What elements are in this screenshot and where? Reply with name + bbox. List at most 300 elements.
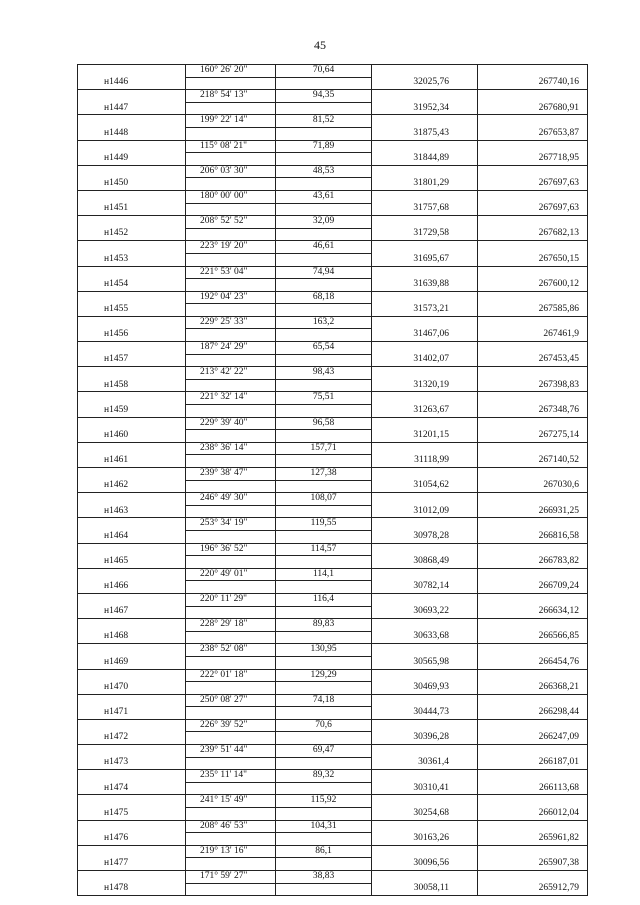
length-cell — [276, 253, 372, 266]
segment-row — [78, 871, 588, 884]
length-cell — [276, 354, 372, 367]
length-cell — [276, 808, 372, 821]
angle-cell — [186, 379, 276, 392]
angle-cell — [186, 455, 276, 468]
x-cell: 31801,29 — [372, 178, 478, 191]
y-cell: 267453,45 — [478, 354, 588, 367]
x-cell — [372, 316, 478, 329]
point-cell: н1471 — [78, 707, 186, 720]
angle-cell — [186, 883, 276, 896]
x-cell: 31201,15 — [372, 430, 478, 443]
length-cell: 96,58 — [276, 417, 372, 430]
x-cell: 31573,21 — [372, 304, 478, 317]
angle-cell: 220° 49' 01" — [186, 568, 276, 581]
y-cell — [478, 115, 588, 128]
angle-cell — [186, 858, 276, 871]
x-cell — [372, 442, 478, 455]
angle-cell: 250° 08' 27" — [186, 694, 276, 707]
page-number: 45 — [314, 38, 326, 52]
angle-cell: 246° 49' 30" — [186, 493, 276, 506]
segment-row — [78, 417, 588, 430]
angle-cell — [186, 833, 276, 846]
angle-cell — [186, 178, 276, 191]
angle-cell: 253° 34' 19" — [186, 518, 276, 531]
point-cell: н1466 — [78, 581, 186, 594]
length-cell — [276, 581, 372, 594]
point-cell: н1473 — [78, 757, 186, 770]
y-cell: 267697,63 — [478, 203, 588, 216]
x-cell: 31952,34 — [372, 102, 478, 115]
length-cell: 48,53 — [276, 165, 372, 178]
length-cell: 163,2 — [276, 316, 372, 329]
angle-cell: 196° 36' 52" — [186, 543, 276, 556]
segment-row — [78, 694, 588, 707]
x-cell: 31467,06 — [372, 329, 478, 342]
y-cell — [478, 593, 588, 606]
angle-cell: 235° 11' 14" — [186, 770, 276, 783]
length-cell: 46,61 — [276, 241, 372, 254]
length-cell: 114,1 — [276, 568, 372, 581]
length-cell: 129,29 — [276, 669, 372, 682]
x-cell: 30058,11 — [372, 883, 478, 896]
segment-row — [78, 115, 588, 128]
y-cell: 267461,9 — [478, 329, 588, 342]
length-cell — [276, 430, 372, 443]
y-cell — [478, 190, 588, 203]
point-cell — [78, 795, 186, 808]
angle-cell: 160° 26' 20" — [186, 65, 276, 78]
segment-row — [78, 392, 588, 405]
angle-cell — [186, 782, 276, 795]
point-cell: н1478 — [78, 883, 186, 896]
point-row — [78, 354, 588, 367]
angle-cell — [186, 228, 276, 241]
point-cell — [78, 745, 186, 758]
x-cell: 30254,68 — [372, 808, 478, 821]
segment-row — [78, 770, 588, 783]
angle-cell — [186, 606, 276, 619]
length-cell: 89,83 — [276, 619, 372, 632]
length-cell — [276, 556, 372, 569]
point-row — [78, 656, 588, 669]
angle-cell: 221° 32' 14" — [186, 392, 276, 405]
x-cell — [372, 190, 478, 203]
angle-cell — [186, 732, 276, 745]
y-cell — [478, 745, 588, 758]
angle-cell — [186, 102, 276, 115]
y-cell — [478, 342, 588, 355]
point-cell: н1468 — [78, 631, 186, 644]
x-cell — [372, 241, 478, 254]
y-cell: 266247,09 — [478, 732, 588, 745]
segment-row — [78, 719, 588, 732]
y-cell — [478, 140, 588, 153]
point-row — [78, 682, 588, 695]
length-cell — [276, 279, 372, 292]
length-cell: 86,1 — [276, 845, 372, 858]
length-cell: 68,18 — [276, 291, 372, 304]
x-cell: 32025,76 — [372, 77, 478, 90]
y-cell: 267275,14 — [478, 430, 588, 443]
length-cell: 119,55 — [276, 518, 372, 531]
angle-cell — [186, 556, 276, 569]
angle-cell: 171° 59' 27" — [186, 871, 276, 884]
angle-cell: 115° 08' 21" — [186, 140, 276, 153]
length-cell — [276, 405, 372, 418]
segment-row — [78, 745, 588, 758]
point-row — [78, 304, 588, 317]
length-cell — [276, 656, 372, 669]
point-cell — [78, 820, 186, 833]
length-cell — [276, 153, 372, 166]
x-cell — [372, 90, 478, 103]
segment-row — [78, 568, 588, 581]
point-cell: н1462 — [78, 480, 186, 493]
y-cell: 267030,6 — [478, 480, 588, 493]
y-cell — [478, 795, 588, 808]
x-cell: 31320,19 — [372, 379, 478, 392]
y-cell: 267740,16 — [478, 77, 588, 90]
length-cell: 32,09 — [276, 216, 372, 229]
point-row — [78, 833, 588, 846]
length-cell: 70,64 — [276, 65, 372, 78]
point-cell: н1452 — [78, 228, 186, 241]
point-row — [78, 606, 588, 619]
y-cell: 265907,38 — [478, 858, 588, 871]
x-cell — [372, 65, 478, 78]
length-cell — [276, 77, 372, 90]
x-cell — [372, 140, 478, 153]
y-cell — [478, 669, 588, 682]
x-cell: 30396,28 — [372, 732, 478, 745]
point-cell — [78, 871, 186, 884]
y-cell — [478, 493, 588, 506]
point-cell — [78, 342, 186, 355]
x-cell — [372, 568, 478, 581]
point-cell — [78, 190, 186, 203]
x-cell — [372, 719, 478, 732]
point-cell — [78, 367, 186, 380]
point-cell — [78, 115, 186, 128]
y-cell: 265912,79 — [478, 883, 588, 896]
angle-cell: 187° 24' 29" — [186, 342, 276, 355]
point-row — [78, 556, 588, 569]
length-cell — [276, 455, 372, 468]
point-cell — [78, 90, 186, 103]
point-cell: н1447 — [78, 102, 186, 115]
point-cell — [78, 669, 186, 682]
x-cell: 31054,62 — [372, 480, 478, 493]
length-cell — [276, 203, 372, 216]
y-cell: 266187,01 — [478, 757, 588, 770]
y-cell: 266709,24 — [478, 581, 588, 594]
angle-cell: 192° 04' 23" — [186, 291, 276, 304]
angle-cell: 199° 22' 14" — [186, 115, 276, 128]
angle-cell: 222° 01' 18" — [186, 669, 276, 682]
y-cell — [478, 694, 588, 707]
y-cell: 266113,68 — [478, 782, 588, 795]
segment-row — [78, 820, 588, 833]
y-cell — [478, 367, 588, 380]
point-cell: н1456 — [78, 329, 186, 342]
length-cell: 69,47 — [276, 745, 372, 758]
y-cell — [478, 845, 588, 858]
angle-cell — [186, 127, 276, 140]
point-row — [78, 505, 588, 518]
segment-row — [78, 468, 588, 481]
angle-cell: 218° 54' 13" — [186, 90, 276, 103]
length-cell: 81,52 — [276, 115, 372, 128]
length-cell: 114,57 — [276, 543, 372, 556]
segment-row — [78, 165, 588, 178]
angle-cell: 241° 15' 49" — [186, 795, 276, 808]
y-cell: 267650,15 — [478, 253, 588, 266]
length-cell: 65,54 — [276, 342, 372, 355]
angle-cell: 238° 52' 08" — [186, 644, 276, 657]
point-cell — [78, 468, 186, 481]
length-cell — [276, 707, 372, 720]
x-cell — [372, 593, 478, 606]
angle-cell: 229° 25' 33" — [186, 316, 276, 329]
y-cell — [478, 90, 588, 103]
point-cell: н1475 — [78, 808, 186, 821]
y-cell — [478, 619, 588, 632]
angle-cell: 226° 39' 52" — [186, 719, 276, 732]
x-cell — [372, 392, 478, 405]
segment-row — [78, 367, 588, 380]
segment-row — [78, 216, 588, 229]
point-row — [78, 631, 588, 644]
x-cell — [372, 342, 478, 355]
length-cell — [276, 782, 372, 795]
angle-cell: 208° 46' 53" — [186, 820, 276, 833]
coordinates-table — [77, 64, 588, 896]
segment-row — [78, 518, 588, 531]
length-cell: 89,32 — [276, 770, 372, 783]
point-cell — [78, 719, 186, 732]
x-cell: 31695,67 — [372, 253, 478, 266]
point-cell: н1476 — [78, 833, 186, 846]
point-row — [78, 228, 588, 241]
angle-cell — [186, 354, 276, 367]
y-cell — [478, 291, 588, 304]
y-cell: 265961,82 — [478, 833, 588, 846]
point-cell — [78, 417, 186, 430]
point-row — [78, 430, 588, 443]
angle-cell — [186, 329, 276, 342]
x-cell: 31263,67 — [372, 405, 478, 418]
x-cell — [372, 745, 478, 758]
length-cell — [276, 883, 372, 896]
y-cell — [478, 820, 588, 833]
x-cell — [372, 417, 478, 430]
y-cell — [478, 468, 588, 481]
segment-row — [78, 845, 588, 858]
x-cell: 30565,98 — [372, 656, 478, 669]
y-cell — [478, 568, 588, 581]
point-row — [78, 279, 588, 292]
point-row — [78, 203, 588, 216]
x-cell — [372, 694, 478, 707]
point-cell: н1454 — [78, 279, 186, 292]
point-row — [78, 782, 588, 795]
angle-cell: 219° 13' 16" — [186, 845, 276, 858]
length-cell: 115,92 — [276, 795, 372, 808]
point-row — [78, 883, 588, 896]
point-cell: н1474 — [78, 782, 186, 795]
segment-row — [78, 342, 588, 355]
x-cell: 31875,43 — [372, 127, 478, 140]
length-cell: 108,07 — [276, 493, 372, 506]
y-cell — [478, 543, 588, 556]
y-cell: 267697,63 — [478, 178, 588, 191]
length-cell: 127,38 — [276, 468, 372, 481]
point-cell — [78, 165, 186, 178]
x-cell — [372, 115, 478, 128]
x-cell: 30163,26 — [372, 833, 478, 846]
y-cell: 267600,12 — [478, 279, 588, 292]
segment-row — [78, 266, 588, 279]
x-cell — [372, 820, 478, 833]
length-cell: 157,71 — [276, 442, 372, 455]
x-cell: 30469,93 — [372, 682, 478, 695]
point-cell: н1470 — [78, 682, 186, 695]
angle-cell — [186, 757, 276, 770]
angle-cell: 239° 51' 44" — [186, 745, 276, 758]
length-cell: 74,94 — [276, 266, 372, 279]
x-cell — [372, 493, 478, 506]
point-cell: н1477 — [78, 858, 186, 871]
point-cell — [78, 65, 186, 78]
angle-cell — [186, 808, 276, 821]
point-row — [78, 405, 588, 418]
segment-row — [78, 241, 588, 254]
angle-cell — [186, 153, 276, 166]
x-cell — [372, 367, 478, 380]
coordinates-table-body — [78, 65, 588, 896]
point-cell — [78, 644, 186, 657]
x-cell — [372, 669, 478, 682]
y-cell: 267718,95 — [478, 153, 588, 166]
point-cell — [78, 291, 186, 304]
segment-row — [78, 619, 588, 632]
point-cell: н1451 — [78, 203, 186, 216]
point-row — [78, 455, 588, 468]
point-cell: н1467 — [78, 606, 186, 619]
point-row — [78, 253, 588, 266]
x-cell — [372, 845, 478, 858]
x-cell — [372, 644, 478, 657]
segment-row — [78, 493, 588, 506]
x-cell: 30633,68 — [372, 631, 478, 644]
angle-cell — [186, 682, 276, 695]
point-cell: н1453 — [78, 253, 186, 266]
angle-cell: 220° 11' 29" — [186, 593, 276, 606]
length-cell: 71,89 — [276, 140, 372, 153]
segment-row — [78, 644, 588, 657]
point-cell: н1463 — [78, 505, 186, 518]
angle-cell: 228° 29' 18" — [186, 619, 276, 632]
angle-cell: 213° 42' 22" — [186, 367, 276, 380]
y-cell: 267680,91 — [478, 102, 588, 115]
angle-cell: 223° 19' 20" — [186, 241, 276, 254]
x-cell — [372, 871, 478, 884]
y-cell: 267140,52 — [478, 455, 588, 468]
x-cell: 30361,4 — [372, 757, 478, 770]
angle-cell — [186, 405, 276, 418]
angle-cell — [186, 77, 276, 90]
x-cell: 30444,73 — [372, 707, 478, 720]
segment-row — [78, 795, 588, 808]
y-cell — [478, 644, 588, 657]
x-cell: 31639,88 — [372, 279, 478, 292]
angle-cell — [186, 304, 276, 317]
point-row — [78, 127, 588, 140]
length-cell: 43,61 — [276, 190, 372, 203]
x-cell: 31118,99 — [372, 455, 478, 468]
point-cell: н1464 — [78, 530, 186, 543]
point-row — [78, 178, 588, 191]
point-cell — [78, 316, 186, 329]
x-cell: 31729,58 — [372, 228, 478, 241]
x-cell: 30868,49 — [372, 556, 478, 569]
y-cell: 267585,86 — [478, 304, 588, 317]
y-cell — [478, 417, 588, 430]
y-cell: 266368,21 — [478, 682, 588, 695]
point-cell: н1461 — [78, 455, 186, 468]
y-cell: 266454,76 — [478, 656, 588, 669]
length-cell — [276, 329, 372, 342]
angle-cell — [186, 480, 276, 493]
x-cell — [372, 291, 478, 304]
length-cell: 75,51 — [276, 392, 372, 405]
point-row — [78, 757, 588, 770]
angle-cell: 208° 52' 52" — [186, 216, 276, 229]
segment-row — [78, 316, 588, 329]
x-cell: 30096,56 — [372, 858, 478, 871]
length-cell: 98,43 — [276, 367, 372, 380]
length-cell: 104,31 — [276, 820, 372, 833]
angle-cell: 180° 00' 00" — [186, 190, 276, 203]
point-row — [78, 379, 588, 392]
point-row — [78, 329, 588, 342]
length-cell — [276, 833, 372, 846]
point-cell — [78, 518, 186, 531]
x-cell — [372, 543, 478, 556]
point-row — [78, 153, 588, 166]
x-cell — [372, 795, 478, 808]
angle-cell: 238° 36' 14" — [186, 442, 276, 455]
length-cell — [276, 606, 372, 619]
y-cell: 267348,76 — [478, 405, 588, 418]
point-cell: н1455 — [78, 304, 186, 317]
length-cell — [276, 304, 372, 317]
point-row — [78, 77, 588, 90]
point-cell — [78, 770, 186, 783]
x-cell — [372, 266, 478, 279]
angle-cell — [186, 203, 276, 216]
angle-cell: 239° 38' 47" — [186, 468, 276, 481]
length-cell — [276, 379, 372, 392]
point-row — [78, 102, 588, 115]
angle-cell: 206° 03' 30" — [186, 165, 276, 178]
angle-cell — [186, 707, 276, 720]
point-cell: н1465 — [78, 556, 186, 569]
point-cell: н1449 — [78, 153, 186, 166]
point-cell — [78, 442, 186, 455]
x-cell: 30782,14 — [372, 581, 478, 594]
length-cell: 70,6 — [276, 719, 372, 732]
